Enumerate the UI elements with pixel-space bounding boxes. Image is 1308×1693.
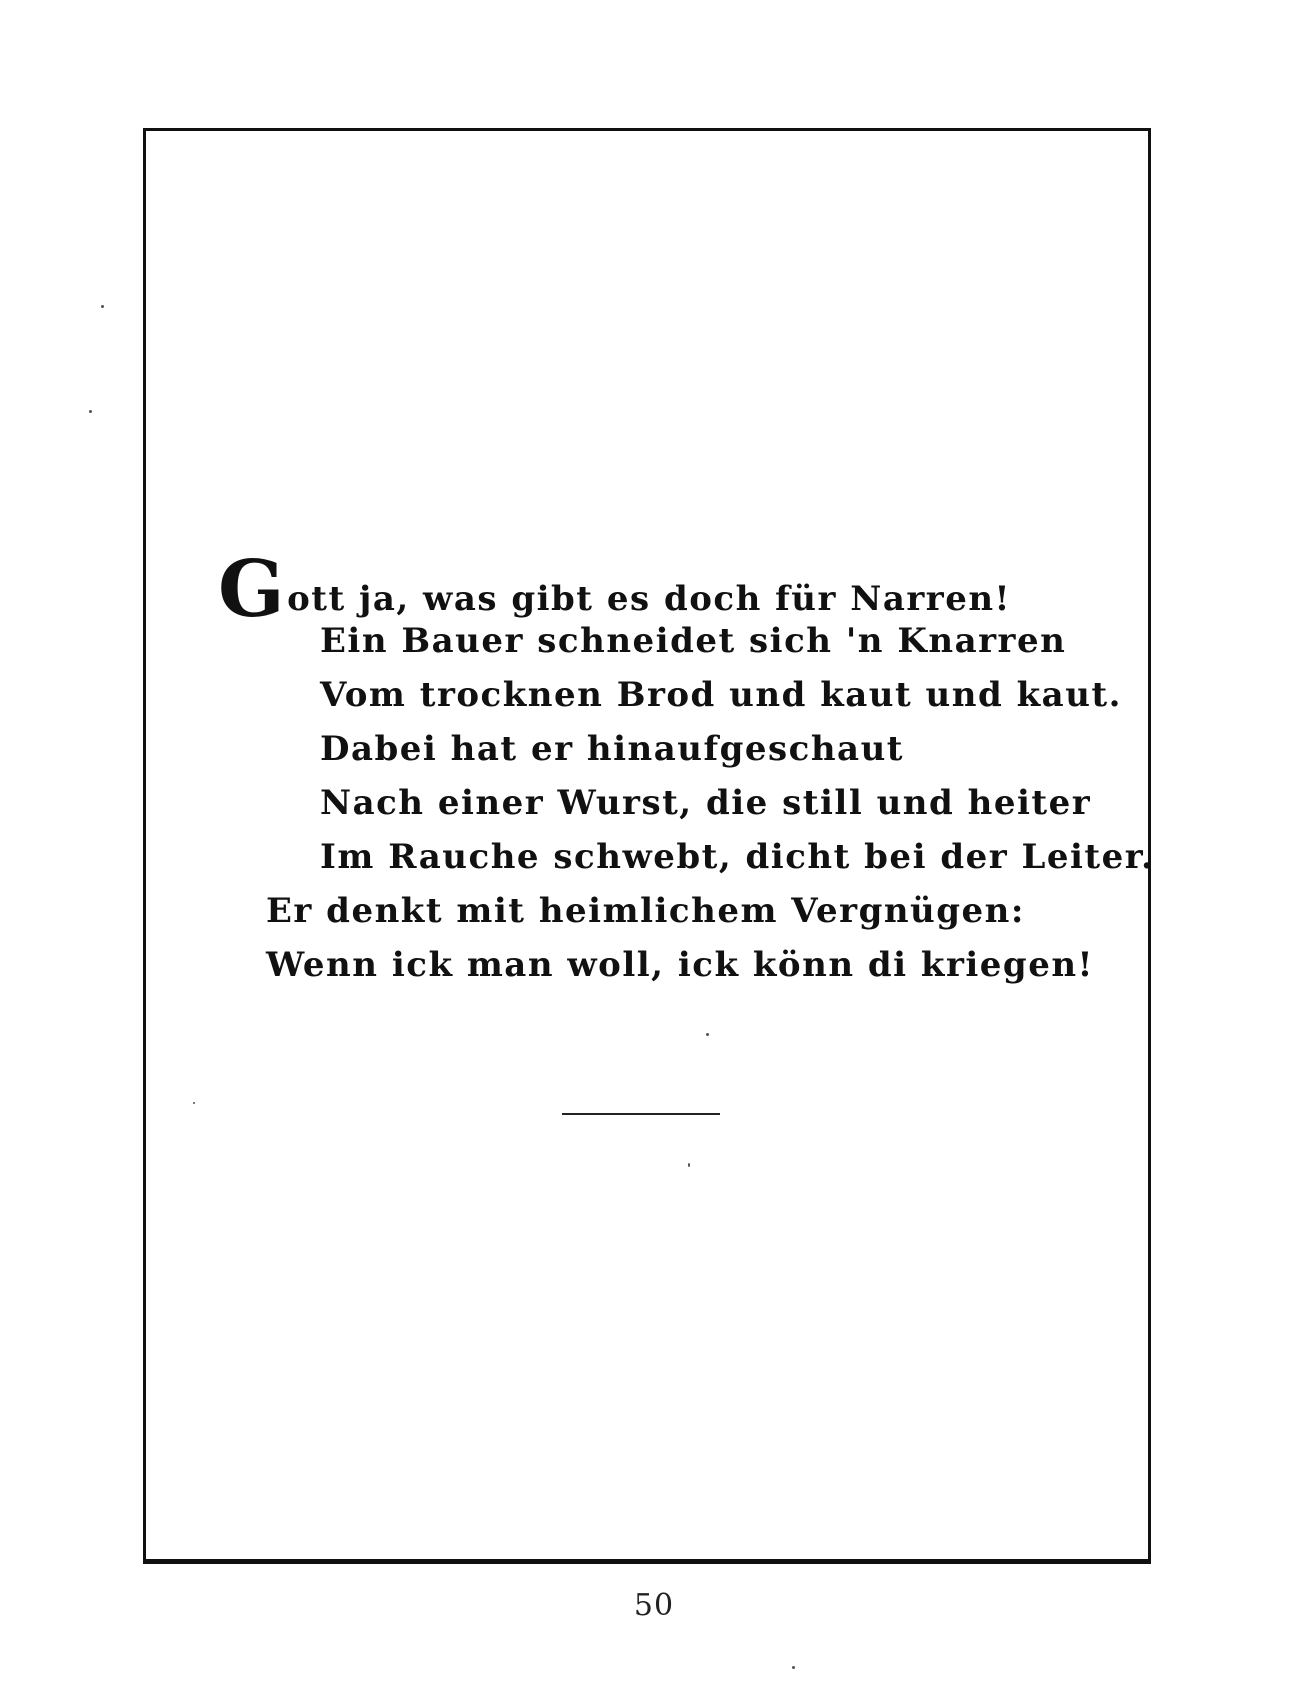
poem-line-6: Im Rauche schwebt, dicht bei der Leiter. (320, 837, 1155, 877)
scan-speck (688, 1163, 690, 1167)
scan-speck (101, 305, 104, 308)
poem-line-4: Dabei hat er hinaufgeschaut (320, 729, 905, 769)
scan-speck (89, 410, 92, 413)
scan-speck (193, 1102, 195, 1104)
poem-line-1-text: ott ja, was gibt es doch für Narren! (287, 579, 1011, 619)
poem-block (218, 544, 1155, 992)
poem-line-3: Vom trocknen Brod und kaut und kaut. (320, 675, 1122, 715)
poem-line-2: Ein Bauer schneidet sich 'n Knarren (320, 621, 1067, 661)
page-number: 50 (633, 1588, 675, 1623)
drop-cap: G (218, 544, 287, 635)
poem-line-1 (218, 544, 1038, 635)
scan-speck (792, 1666, 795, 1669)
poem-line-5: Nach einer Wurst, die still und heiter (320, 783, 1092, 823)
decorative-rule (562, 1113, 720, 1115)
poem-line-8: Wenn ick man woll, ick könn di kriegen! (266, 945, 1094, 985)
scan-speck (706, 1033, 709, 1036)
poem-line-7: Er denkt mit heimlichem Vergnügen: (266, 891, 1025, 931)
